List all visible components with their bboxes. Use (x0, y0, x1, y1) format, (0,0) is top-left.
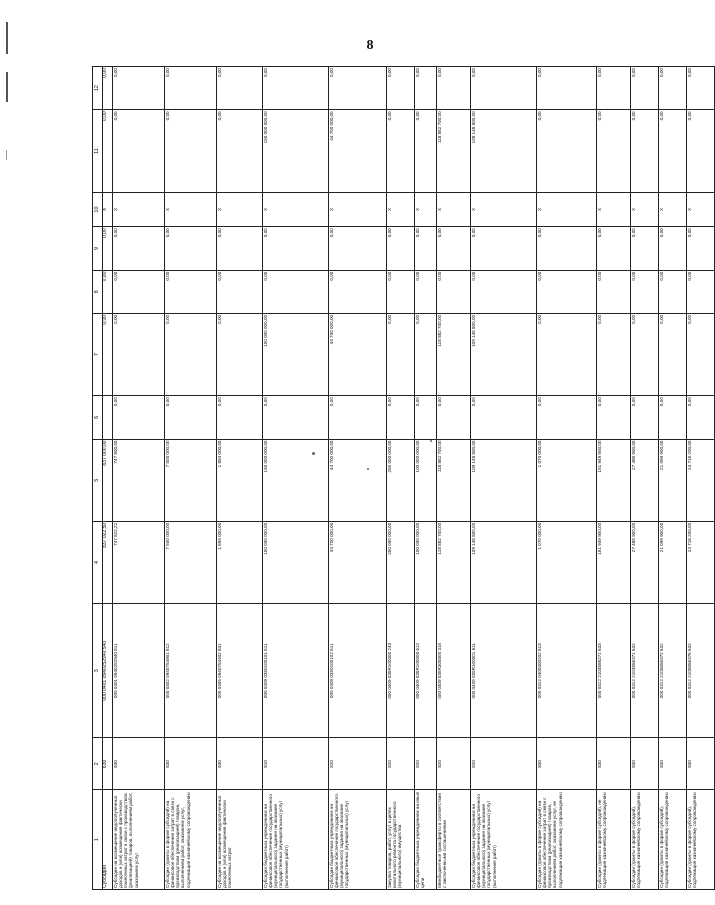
scan-speck (430, 440, 432, 442)
cell-budget-code: 000 0412 2105856372 632 (659, 604, 687, 738)
scan-edge-mark (6, 72, 8, 102)
table-body (103, 67, 715, 890)
cell-c7: 0,00 (103, 313, 113, 395)
row-name-cell: Субсидии (гранты в форме субсидий), подлежащие казначейскому сопровождению (687, 790, 715, 890)
scan-edge-mark (6, 150, 7, 160)
cell-c6: 0,00 (329, 396, 387, 439)
cell-c9: 0,00 (437, 227, 471, 270)
row-name-cell: Субсидии (гранты в форме субсидий), не подлежащие казначейскому сопровождению (597, 790, 631, 890)
cell-budget-code: 000 0401 0940252940 811 (113, 604, 165, 738)
cell-c4: 1 894 000,00 (217, 521, 263, 603)
cell-c11: 0,00 (537, 110, 597, 192)
cell-c7: 44 700 000,00 (329, 313, 387, 395)
cell-c4: 109 148 800,00 (471, 521, 537, 603)
cell-c8: 0,00 (415, 270, 437, 313)
cell-c12: 0,00 (329, 67, 387, 110)
row-name-cell: Закупка товаров, работ, услуг в целях капитального ремонта государственного (муниципального) имущества (387, 790, 415, 890)
cell-c5: 747 800,00 (113, 439, 165, 521)
cell-c8: 0,00 (631, 270, 659, 313)
cell-budget-code: 000 0409 0350100102 611 (329, 604, 387, 738)
cell-code: 630 (165, 738, 217, 790)
cell-budget-code: 000 0412 2104856271 633 (597, 604, 631, 738)
cell-c8: 0,00 (329, 270, 387, 313)
cell-c7: 0,00 (597, 313, 631, 395)
cell-c9: 0,00 (597, 227, 631, 270)
table-row (537, 67, 597, 890)
cell-c10: X (631, 192, 659, 227)
cell-c4: 1 070 000,00 (537, 521, 597, 603)
cell-code: 820 (329, 738, 387, 790)
cell-c11: 0,00 (597, 110, 631, 192)
cell-c11: 0,00 (659, 110, 687, 192)
table-row (387, 67, 415, 890)
cell-budget-code: 000 0412 2105856376 632 (687, 604, 715, 738)
cell-budget-code: 000 0401 0940252940 540 (103, 604, 113, 738)
cell-c9: 0,00 (263, 227, 329, 270)
column-number-9: 9 (93, 227, 103, 270)
cell-c9: 0,00 (165, 227, 217, 270)
cell-c8: 0,00 (537, 270, 597, 313)
cell-code: 630 (217, 738, 263, 790)
cell-c4: 150 000 000,00 (263, 521, 329, 603)
cell-c12: 0,00 (687, 67, 715, 110)
cell-c12: 0,00 (103, 67, 113, 110)
cell-c9: 0,00 (659, 227, 687, 270)
cell-c11: 44 700 000,00 (329, 110, 387, 192)
table-row (415, 67, 437, 890)
cell-c11: 0,00 (113, 110, 165, 192)
cell-c4: 118 882 700,00 (437, 521, 471, 603)
column-number-2: 2 (93, 738, 103, 790)
table-row (471, 67, 537, 890)
cell-c7: 0,00 (687, 313, 715, 395)
cell-c11: 0,00 (165, 110, 217, 192)
cell-c9: 0,00 (415, 227, 437, 270)
cell-c12: 0,00 (217, 67, 263, 110)
cell-c5: 109 148 800,00 (471, 439, 537, 521)
cell-c5: 1 894 000,00 (217, 439, 263, 521)
table-row (437, 67, 471, 890)
cell-c7: 0,00 (113, 313, 165, 395)
cell-c8: 0,00 (471, 270, 537, 313)
cell-c9: 0,00 (113, 227, 165, 270)
cell-c12: 0,00 (165, 67, 217, 110)
cell-code: 820 (415, 738, 437, 790)
table-row (329, 67, 387, 890)
cell-c9: 0,00 (471, 227, 537, 270)
cell-c9: 0,00 (537, 227, 597, 270)
cell-c12: 0,00 (659, 67, 687, 110)
row-name-cell: Субсидии бюджетным учреждениям на финансовое обеспечение государственного (муниципального) задания на оказание государственных (муниципальных) услуг (выполнение работ) (471, 790, 537, 890)
cell-c10: X (103, 192, 113, 227)
cell-c4: 151 949 900,00 (597, 521, 631, 603)
budget-table (92, 66, 715, 890)
cell-c10: X (415, 192, 437, 227)
cell-c6: 0,00 (659, 396, 687, 439)
cell-c4: 27 488 900,00 (631, 521, 659, 603)
cell-c10: X (113, 192, 165, 227)
table-row (263, 67, 329, 890)
row-name-cell: Субсидии бюджетным учреждениям на иные цели (415, 790, 437, 890)
cell-budget-code: 000 0409 035R100000 243 (387, 604, 415, 738)
column-number-12: 12 (93, 67, 103, 110)
cell-c8: 0,00 (687, 270, 715, 313)
cell-c11: 0,00 (631, 110, 659, 192)
cell-c7: 150 000 000,00 (263, 313, 329, 395)
cell-c12: 0,00 (113, 67, 165, 110)
cell-c7: 0,00 (537, 313, 597, 395)
cell-c10: X (165, 192, 217, 227)
cell-c5: 250 000 000,00 (387, 439, 415, 521)
cell-c5: 7 500 000,00 (165, 439, 217, 521)
cell-c11: 109 148 800,00 (471, 110, 537, 192)
cell-c6: 0,00 (687, 396, 715, 439)
scan-speck (312, 452, 315, 455)
cell-c11: 0,00 (687, 110, 715, 192)
cell-code: 830 (631, 738, 659, 790)
cell-c12: 0,00 (631, 67, 659, 110)
cell-c12: 0,00 (471, 67, 537, 110)
cell-c10: X (387, 192, 415, 227)
cell-c4: 44 700 000,00 (329, 521, 387, 603)
cell-c7: 0,00 (387, 313, 415, 395)
table-header-row (103, 67, 113, 890)
cell-c10: X (659, 192, 687, 227)
row-name-cell: Субсидии (103, 790, 113, 890)
cell-c10: X (537, 192, 597, 227)
cell-c5: 151 949 900,00 (597, 439, 631, 521)
row-name-cell: Субсидии на возмещение недополученных доходов и (или) возмещение фактически понесенных затрат (217, 790, 263, 890)
cell-c7: 0,00 (631, 313, 659, 395)
row-name-cell: Субсидии (гранты в форме субсидий), подлежащие казначейскому сопровождению (659, 790, 687, 890)
cell-budget-code: 000 0409 035R100000 612 (415, 604, 437, 738)
cell-c8: 0,00 (387, 270, 415, 313)
cell-c11: 118 882 700,00 (437, 110, 471, 192)
cell-c7: 0,00 (165, 313, 217, 395)
cell-c5: 44 700 000,00 (329, 439, 387, 521)
row-name-cell: Межбюджетные трансферты в соответствии с заключенными соглашениями (437, 790, 471, 890)
cell-c5: 24 718 200,00 (687, 439, 715, 521)
cell-budget-code: 000 0409 0350100101 611 (263, 604, 329, 738)
cell-budget-code: 000 0412 2104856371 632 (631, 604, 659, 738)
cell-code: 820 (471, 738, 537, 790)
cell-c5: 100 000 000,00 (415, 439, 437, 521)
page-number: 8 (366, 38, 374, 53)
row-name-cell: Субсидии (гранты в форме субсидий), подлежащие казначейскому сопровождению (631, 790, 659, 890)
cell-c9: 0,00 (103, 227, 113, 270)
rotated-table-area (92, 66, 698, 890)
cell-c4: 250 000 000,00 (387, 521, 415, 603)
row-name-cell: Субсидии бюджетным учреждениям на финансовое обеспечение государственного (муниципального) задания на оказание государственных (муниципальных) услуг (выполнение работ) (263, 790, 329, 890)
cell-c8: 0,00 (659, 270, 687, 313)
column-number-3: 3 (93, 604, 103, 738)
cell-c7: 109 148 800,00 (471, 313, 537, 395)
cell-c4: 747 822,22 (113, 521, 165, 603)
column-number-1: 1 (93, 790, 103, 890)
column-number-7: 7 (93, 313, 103, 395)
cell-c9: 0,00 (631, 227, 659, 270)
cell-c10: X (471, 192, 537, 227)
cell-c6: 0,00 (415, 396, 437, 439)
cell-c4: 100 000 000,00 (415, 521, 437, 603)
cell-c5: 21 099 900,00 (659, 439, 687, 521)
table-row (217, 67, 263, 890)
cell-c6: 0,00 (631, 396, 659, 439)
cell-c12: 0,00 (597, 67, 631, 110)
cell-c6: 0,00 (471, 396, 537, 439)
row-name-cell: Субсидии (гранты в форме субсидий) на финансовое обеспечение затрат в связи с производством (реализацией) товаров, выполнением работ, оказанием услуг, подлежащие казначейскому сопровождению (165, 790, 217, 890)
cell-c5: 1 070 000,00 (537, 439, 597, 521)
cell-code: 830 (537, 738, 597, 790)
cell-c12: 0,00 (415, 67, 437, 110)
cell-code: 630 (113, 738, 165, 790)
table-row (687, 67, 715, 890)
cell-c8: 0,00 (437, 270, 471, 313)
cell-c4: 24 718 200,00 (687, 521, 715, 603)
row-name-cell: Субсидии (гранты в форме субсидий) на финансовое обеспечение затрат в связи с производством (реализацией) товаров, выполнением работ, оказанием услуг, не подлежащие казначейскому сопровождению (537, 790, 597, 890)
table-row (597, 67, 631, 890)
cell-c7: 0,00 (659, 313, 687, 395)
scan-edge-mark (6, 22, 8, 54)
cell-c6: 0,00 (113, 396, 165, 439)
cell-c6: 0,00 (263, 396, 329, 439)
cell-c10: X (217, 192, 263, 227)
cell-code: 820 (437, 738, 471, 790)
column-number-11: 11 (93, 110, 103, 192)
cell-c5: 837 000,00 (103, 439, 113, 521)
cell-c12: 0,00 (263, 67, 329, 110)
cell-c8: 0,00 (103, 270, 113, 313)
cell-c6: 0,00 (217, 396, 263, 439)
cell-budget-code: 000 0402 0940754901 812 (165, 604, 217, 738)
cell-c7: 118 882 700,00 (437, 313, 471, 395)
cell-budget-code: 000 0405 0940754402 831 (217, 604, 263, 738)
column-number-row (93, 67, 103, 890)
cell-c6: 0,00 (537, 396, 597, 439)
cell-c8: 0,00 (165, 270, 217, 313)
table-row (113, 67, 165, 890)
cell-code: 630 (103, 738, 113, 790)
cell-c8: 0,00 (263, 270, 329, 313)
cell-budget-code: 000 0409 035R100001 611 (471, 604, 537, 738)
column-number-8: 8 (93, 270, 103, 313)
cell-code: 810 (263, 738, 329, 790)
cell-c12: 0,00 (437, 67, 471, 110)
cell-c10: X (263, 192, 329, 227)
cell-budget-code: 000 0409 035R300000 415 (437, 604, 471, 738)
cell-c10: X (329, 192, 387, 227)
column-number-4: 4 (93, 521, 103, 603)
cell-c10: X (597, 192, 631, 227)
cell-c7: 0,00 (415, 313, 437, 395)
cell-c8: 0,00 (113, 270, 165, 313)
cell-c9: 0,00 (687, 227, 715, 270)
cell-c6: 0,00 (437, 396, 471, 439)
cell-c7: 0,00 (217, 313, 263, 395)
scan-speck (367, 468, 369, 470)
table-row (631, 67, 659, 890)
column-number-6: 6 (93, 396, 103, 439)
cell-c5: 150 000 000,00 (263, 439, 329, 521)
cell-c8: 0,00 (217, 270, 263, 313)
column-number-10: 10 (93, 192, 103, 227)
cell-c11: 150 000 000,00 (263, 110, 329, 192)
cell-c6: 0,00 (597, 396, 631, 439)
cell-c5: 27 488 900,00 (631, 439, 659, 521)
cell-c10: X (437, 192, 471, 227)
cell-c8: 0,00 (597, 270, 631, 313)
table-row (165, 67, 217, 890)
row-name-cell: Субсидии на возмещение недополученных доходов и (или) возмещение фактически понесенных затрат в связи с производством (реализацией) товаров, выполнением работ, оказанием услуг (113, 790, 165, 890)
cell-code: 820 (387, 738, 415, 790)
cell-c4: 7 500 000,00 (165, 521, 217, 603)
cell-code: 830 (597, 738, 631, 790)
cell-code: 830 (687, 738, 715, 790)
cell-c11: 0,00 (387, 110, 415, 192)
cell-c6: 0,00 (387, 396, 415, 439)
cell-c11: 0,00 (103, 110, 113, 192)
row-name-cell: Субсидии бюджетным учреждениям на финансовое обеспечение государственного (муниципального) задания на оказание государственных (муниципальных) услуг (329, 790, 387, 890)
cell-c9: 0,00 (217, 227, 263, 270)
table-row (659, 67, 687, 890)
cell-c5: 118 882 700,00 (437, 439, 471, 521)
cell-c11: 0,00 (217, 110, 263, 192)
cell-budget-code: 000 0412 0400300202 813 (537, 604, 597, 738)
cell-c4: 21 099 900,00 (659, 521, 687, 603)
cell-c11: 0,00 (415, 110, 437, 192)
column-number-5: 5 (93, 439, 103, 521)
cell-c9: 0,00 (329, 227, 387, 270)
cell-c6 (103, 396, 113, 439)
cell-c4: 837 022,50 (103, 521, 113, 603)
budget-table-wrap (92, 66, 698, 890)
cell-c12: 0,00 (387, 67, 415, 110)
cell-c12: 0,00 (537, 67, 597, 110)
cell-c9: 0,00 (387, 227, 415, 270)
cell-c6: 0,00 (165, 396, 217, 439)
cell-code: 830 (659, 738, 687, 790)
cell-c10: X (687, 192, 715, 227)
